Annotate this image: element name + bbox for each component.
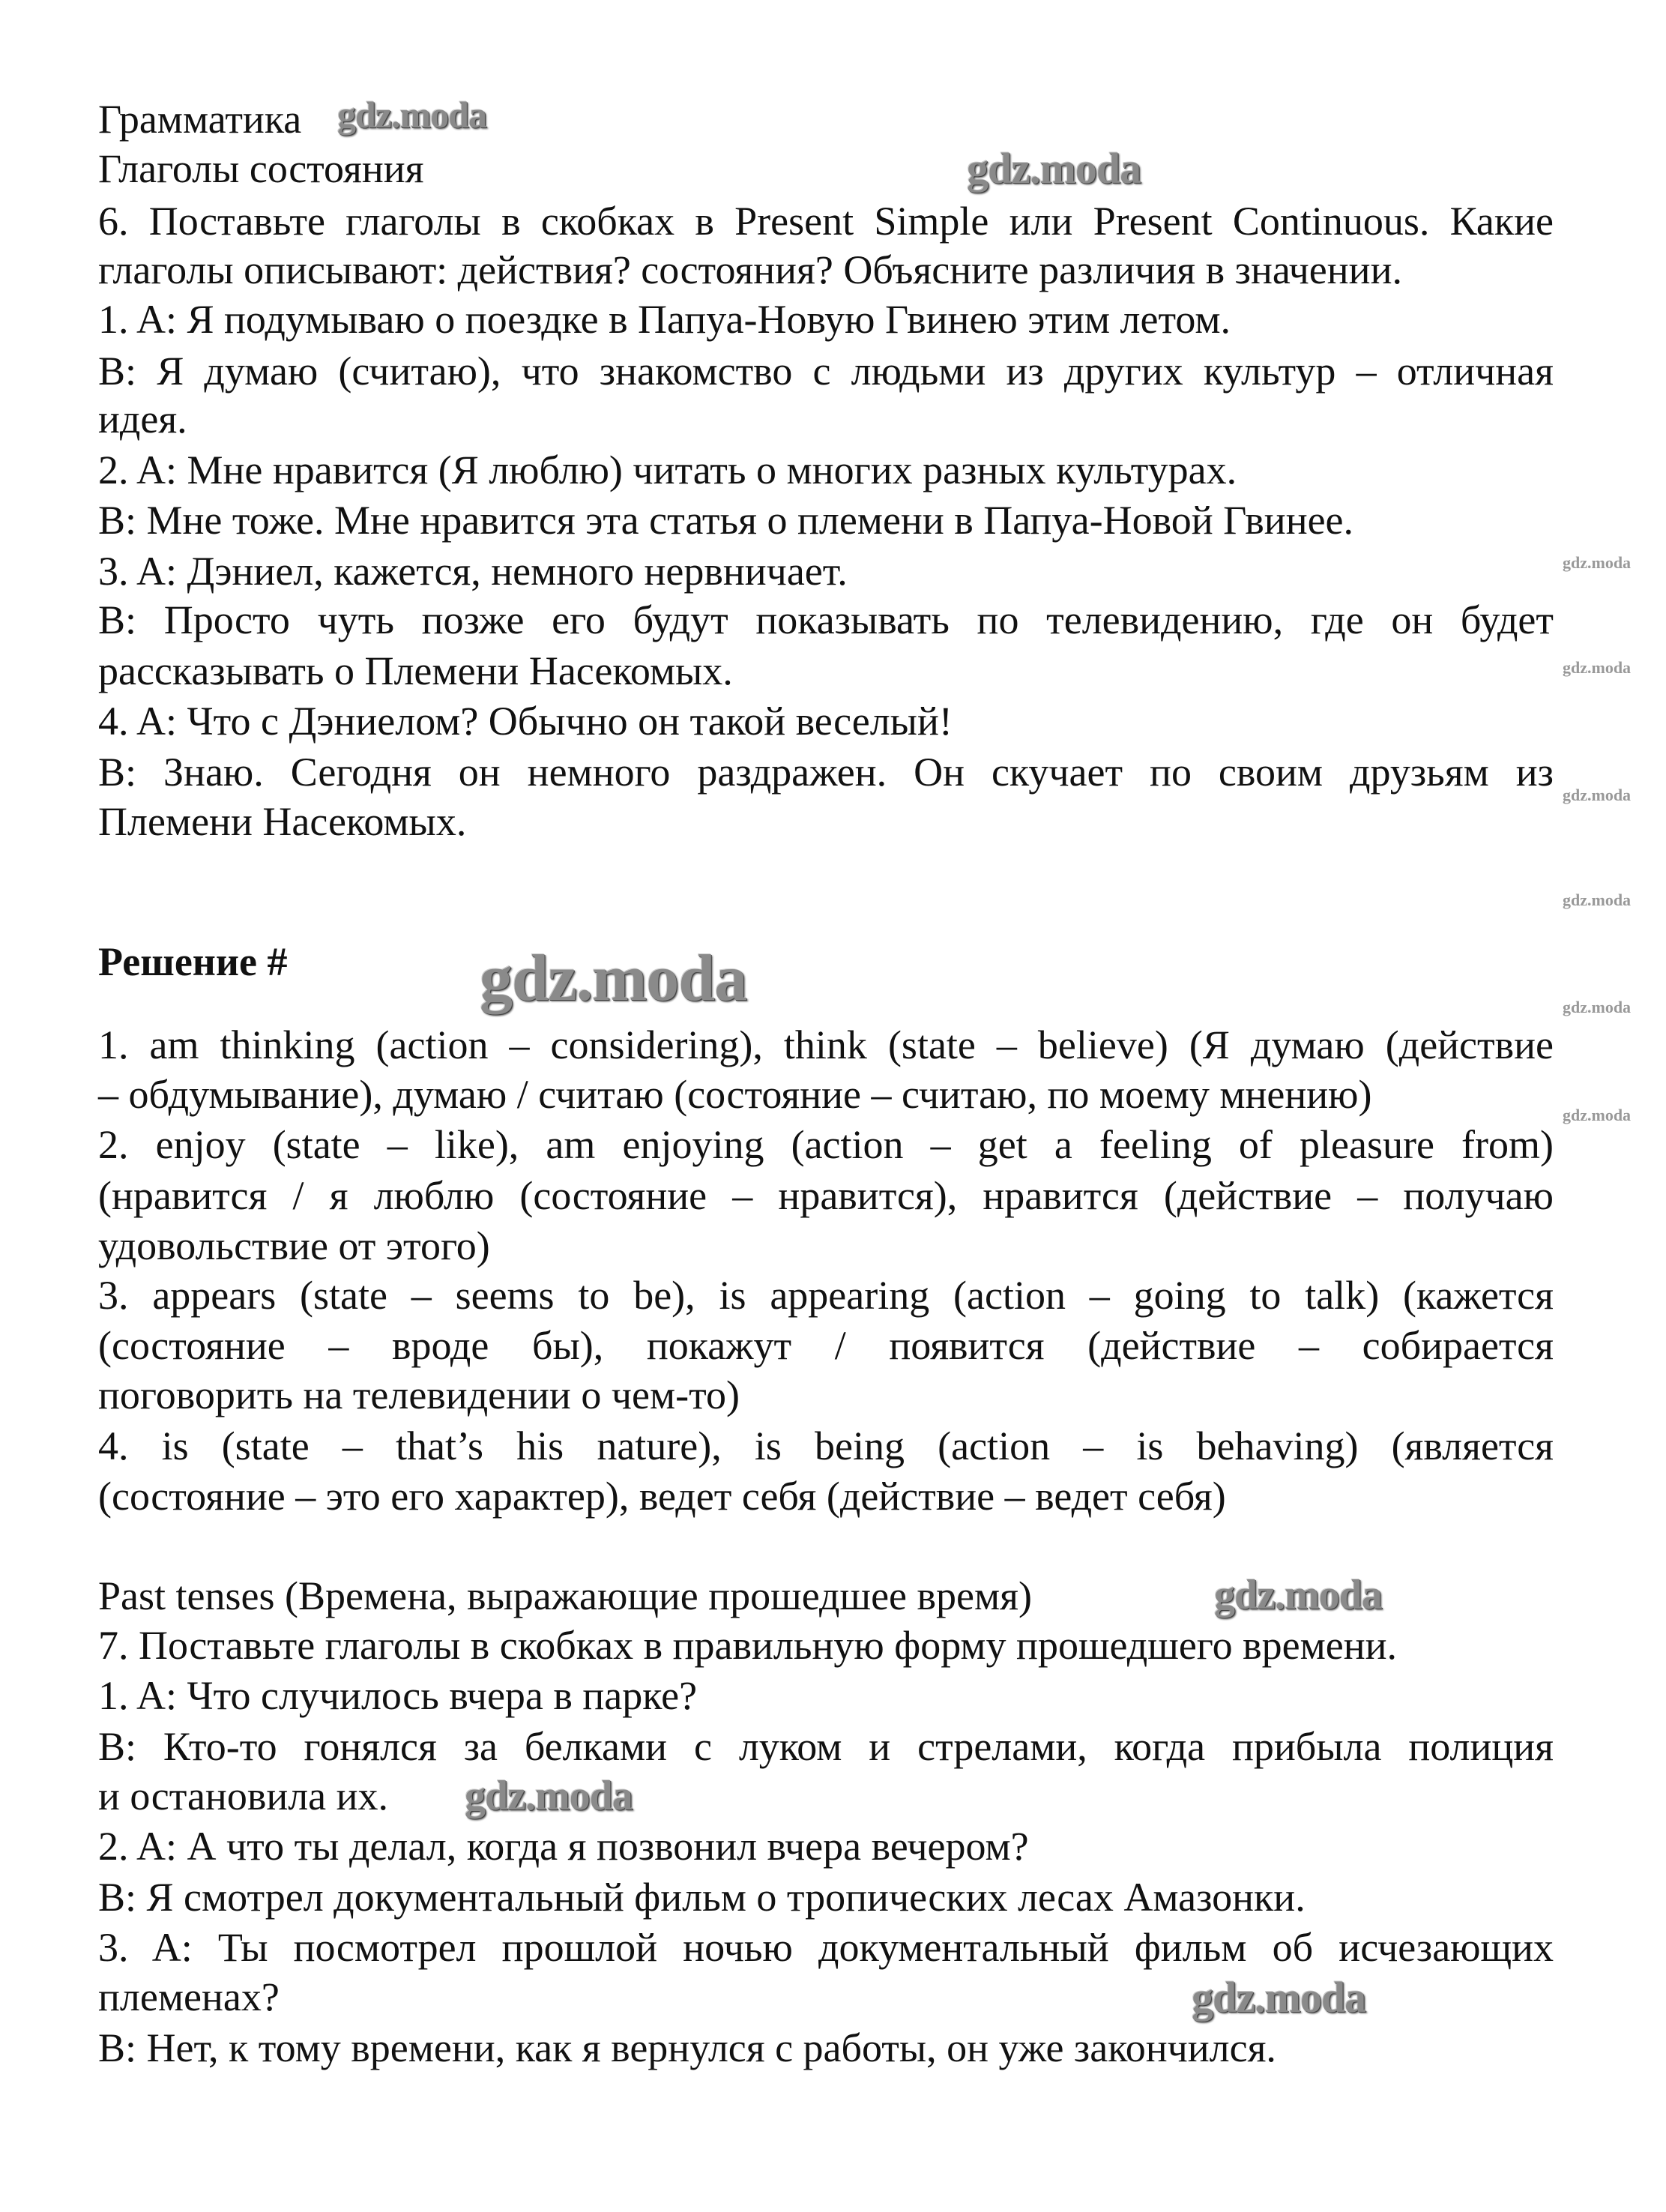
text-line: B: Я думаю (считаю), что знакомство с людьми из других культур – отличная [98, 349, 1554, 394]
solution-line: (состояние – это его характер), ведет себя (действие – ведет себя) [98, 1474, 1226, 1519]
solution-heading: Решение # [98, 939, 288, 984]
text-line: и остановила их. [98, 1773, 389, 1818]
text-line: племенах? [98, 1974, 280, 2019]
watermark-logo: gdz.moda [1563, 1106, 1632, 1124]
watermark-logo: gdz.moda [1192, 1973, 1366, 2022]
text-line: 6. Поставьте глаголы в скобках в Present Simple или Present Continuous. Какие [98, 199, 1554, 244]
watermark-logo: gdz.moda [1214, 1572, 1382, 1618]
solution-line: – обдумывание), думаю / считаю (состояние – считаю, по моему мнению) [98, 1072, 1372, 1117]
text-line: 4. A: Что с Дэниелом? Обычно он такой веселый! [98, 699, 953, 744]
subsection-title: Глаголы состояния [98, 146, 424, 191]
watermark-logo: gdz.moda [337, 94, 486, 136]
solution-line: 3. appears (state – seems to be), is appearing (action – going to talk) (кажется [98, 1273, 1554, 1318]
watermark-logo: gdz.moda [1563, 998, 1632, 1016]
text-line: идея. [98, 397, 187, 442]
section-title: Past tenses (Времена, выражающие прошедшее время) [98, 1573, 1032, 1618]
text-line: рассказывать о Племени Насекомых. [98, 648, 733, 693]
solution-line: удовольствие от этого) [98, 1223, 490, 1268]
text-line: B: Нет, к тому времени, как я вернулся с работы, он уже закончился. [98, 2025, 1276, 2070]
solution-line: 4. is (state – that’s his nature), is being (action – is behaving) (является [98, 1423, 1554, 1468]
watermark-logo: gdz.moda [480, 942, 747, 1015]
text-line: B: Просто чуть позже его будут показывать по телевидению, где он будет [98, 597, 1554, 642]
solution-line: (нравится / я люблю (состояние – нравится), нравится (действие – получаю [98, 1173, 1554, 1218]
solution-line: 2. enjoy (state – like), am enjoying (action – get a feeling of pleasure from) [98, 1122, 1554, 1167]
text-line: B: Я смотрел документальный фильм о тропических лесах Амазонки. [98, 1875, 1306, 1920]
section-title: Грамматика [98, 97, 302, 142]
text-line: 7. Поставьте глаголы в скобках в правильную форму прошедшего времени. [98, 1623, 1398, 1668]
watermark-logo: gdz.moda [1563, 890, 1632, 909]
text-line: 2. A: А что ты делал, когда я позвонил вчера вечером? [98, 1824, 1029, 1869]
text-line: Племени Насекомых. [98, 799, 467, 844]
text-line: B: Кто-то гонялся за белками с луком и стрелами, когда прибыла полиция [98, 1724, 1554, 1769]
text-line: 1. A: Я подумываю о поездке в Папуа-Новую Гвинею этим летом. [98, 297, 1231, 342]
text-line: 1. A: Что случилось вчера в парке? [98, 1673, 698, 1718]
text-line: 3. A: Дэниел, кажется, немного нервничает. [98, 549, 848, 594]
watermark-logo: gdz.moda [1563, 553, 1632, 572]
text-line: B: Мне тоже. Мне нравится эта статья о племени в Папуа-Новой Гвинее. [98, 498, 1354, 543]
watermark-logo: gdz.moda [967, 144, 1141, 193]
text-line: B: Знаю. Сегодня он немного раздражен. Он скучает по своим друзьям из [98, 750, 1554, 795]
solution-line: 1. am thinking (action – considering), think (state – believe) (Я думаю (действие [98, 1022, 1554, 1067]
watermark-logo: gdz.moda [465, 1773, 633, 1819]
solution-line: поговорить на телевидении о чем-то) [98, 1372, 740, 1417]
text-line: глаголы описывают: действия? состояния? Объясните различия в значении. [98, 247, 1402, 292]
solution-line: (состояние – вроде бы), покажут / появится (действие – собирается [98, 1323, 1554, 1368]
watermark-logo: gdz.moda [1563, 658, 1632, 677]
text-line: 3. A: Ты посмотрел прошлой ночью документальный фильм об исчезающих [98, 1925, 1554, 1970]
text-line: 2. A: Мне нравится (Я люблю) читать о многих разных культурах. [98, 447, 1237, 492]
watermark-logo: gdz.moda [1563, 786, 1632, 804]
